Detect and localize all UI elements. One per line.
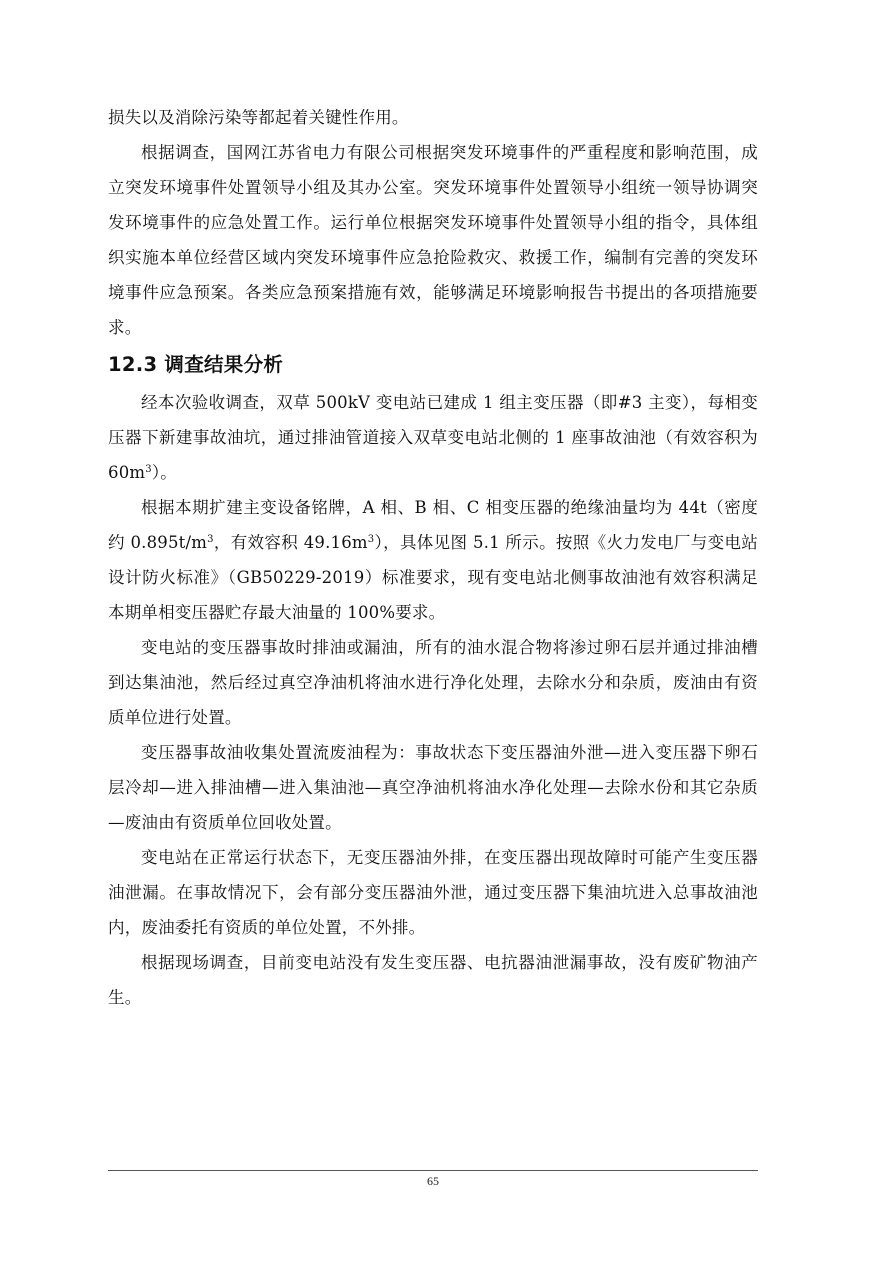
superscript-3: 3: [367, 534, 375, 545]
paragraph-oil-drainage: 变电站的变压器事故时排油或漏油，所有的油水混合物将渗过卵石层并通过排油槽到达集油池，然后经过真空净油机将油水进行净化处理，去除水分和杂质，废油由有资质单位进行处置。: [108, 638, 758, 727]
page-number: 65: [427, 1174, 439, 1188]
paragraph-emergency-organization: 根据调查，国网江苏省电力有限公司根据突发环境事件的严重程度和影响范围，成立突发环境事件处置领导小组及其办公室。突发环境事件处置领导小组统一领导协调突发环境事件的应急处置工作。运行单位根据突发环境事件处置领导小组的指令，具体组织实施本单位经营区域内突发环境事件应急抢险救灾、救援工作，编制有完善的突发环境事件应急预案。各类应急预案措施有效，能够满足环境影响报告书提出的各项措施要求。: [108, 143, 758, 337]
nameplate-text-3: ），具体见图 5.1 所示。按照《火力发电厂与变电站设计防火标准》（GB50229-2019）标准要求，现有变电站北侧事故油池有效容积满足本期单相变压器贮存最大油量的 100%要求。: [108, 533, 758, 622]
superscript-3: 3: [207, 534, 214, 545]
section-heading-12-3: 12.3 调查结果分析: [108, 353, 284, 376]
nameplate-text-1: 根据本期扩建主变设备铭牌，A 相、B 相、C 相变压器的绝缘油量均为 44t（密度约 0.895t/m: [108, 498, 758, 552]
paragraph-site-survey: 根据现场调查，目前变电站没有发生变压器、电抗器油泄漏事故，没有废矿物油产生。: [108, 953, 758, 1007]
paragraph-waste-oil-process: 变压器事故油收集处置流废油程为：事故状态下变压器油外泄—进入变压器下卵石层冷却—进入排油槽—进入集油池—真空净油机将油水净化处理—去除水份和其它杂质—废油由有资质单位回收处置。: [108, 743, 758, 832]
paragraph-transformer-nameplate: [108, 490, 758, 630]
page-body: [108, 100, 758, 1015]
paragraph-continuation: 损失以及消除污染等都起着关键性作用。: [108, 108, 409, 127]
oil-pit-text-end: ）。: [151, 463, 177, 482]
superscript-3: 3: [145, 464, 152, 475]
nameplate-text-2: ，有效容积 49.16m: [213, 533, 368, 552]
paragraph-normal-operation: 变电站在正常运行状态下，无变压器油外排，在变压器出现故障时可能产生变压器油泄漏。在事故情况下，会有部分变压器油外泄，通过变压器下集油坑进入总事故油池内，废油委托有资质的单位处置，不外排。: [108, 848, 758, 937]
footer-divider: [108, 1170, 758, 1171]
oil-pit-text: 经本次验收调查，双草 500kV 变电站已建成 1 组主变压器（即#3 主变），每相变压器下新建事故油坑，通过排油管道接入双草变电站北侧的 1 座事故油池（有效容积为 60m: [108, 393, 758, 482]
paragraph-accident-oil-pit: [108, 385, 758, 490]
